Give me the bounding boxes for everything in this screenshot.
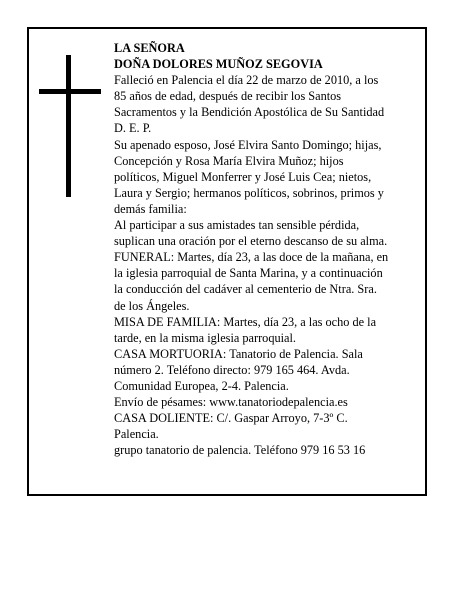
obituary-body-line: D. E. P. <box>114 121 152 136</box>
obituary-body-line: número 2. Teléfono directo: 979 165 464. Avda. <box>114 362 350 377</box>
obituary-body-line: Falleció en Palencia el día 22 de marzo de 2010, a los <box>114 73 379 88</box>
obituary-body-line: Al participar a sus amistades tan sensible pérdida, <box>114 218 360 233</box>
obituary-body-line: grupo tanatorio de palencia. Teléfono 979 16 53 16 <box>114 443 366 458</box>
obituary-body-line: Concepción y Rosa María Elvira Muñoz; hijos <box>114 153 344 168</box>
obituary-body-line: Sacramentos y la Bendición Apostólica de Su Santidad <box>114 105 385 120</box>
obituary-body-line: FUNERAL: Martes, día 23, a las doce de la mañana, en <box>114 250 389 265</box>
obituary-body-line: la conducción del cadáver al cementerio de Ntra. Sra. <box>114 282 377 297</box>
obituary-body-line: la iglesia parroquial de Santa Marina, y a continuación <box>114 266 383 281</box>
obituary-body-line: CASA MORTUORIA: Tanatorio de Palencia. Sala <box>114 346 363 361</box>
obituary-body-line: 85 años de edad, después de recibir los Santos <box>114 89 342 104</box>
cross-vertical-bar <box>66 55 71 197</box>
obituary-body-line: Palencia. <box>114 427 159 442</box>
obituary-title-line: LA SEÑORA <box>114 41 185 55</box>
obituary-body-line: demás familia: <box>114 201 187 216</box>
obituary-body-line: suplican una oración por el eterno descanso de su alma. <box>114 234 388 249</box>
obituary-body-line: MISA DE FAMILIA: Martes, día 23, a las ocho de la <box>114 314 377 329</box>
obituary-body-line: de los Ángeles. <box>114 298 190 313</box>
obituary-body-line: Laura y Sergio; hermanos políticos, sobrinos, primos y <box>114 185 384 200</box>
obituary-body-line: Comunidad Europea, 2-4. Palencia. <box>114 378 289 393</box>
obituary-body-line: políticos, Miguel Monferrer y José Luis Cea; nietos, <box>114 169 372 184</box>
obituary-body-line: Envío de pésames: www.tanatoriodepalencia.es <box>114 395 348 410</box>
obituary-body-line: Su apenado esposo, José Elvira Santo Domingo; hijas, <box>114 137 382 152</box>
obituary-body-line: tarde, en la misma iglesia parroquial. <box>114 330 296 345</box>
obituary-text <box>114 40 420 458</box>
cross-horizontal-bar <box>39 89 101 94</box>
cross-icon <box>39 55 101 197</box>
obituary-body-line: CASA DOLIENTE: C/. Gaspar Arroyo, 7-3º C. <box>114 411 348 426</box>
obituary-name-line: DOÑA DOLORES MUÑOZ SEGOVIA <box>114 57 323 72</box>
